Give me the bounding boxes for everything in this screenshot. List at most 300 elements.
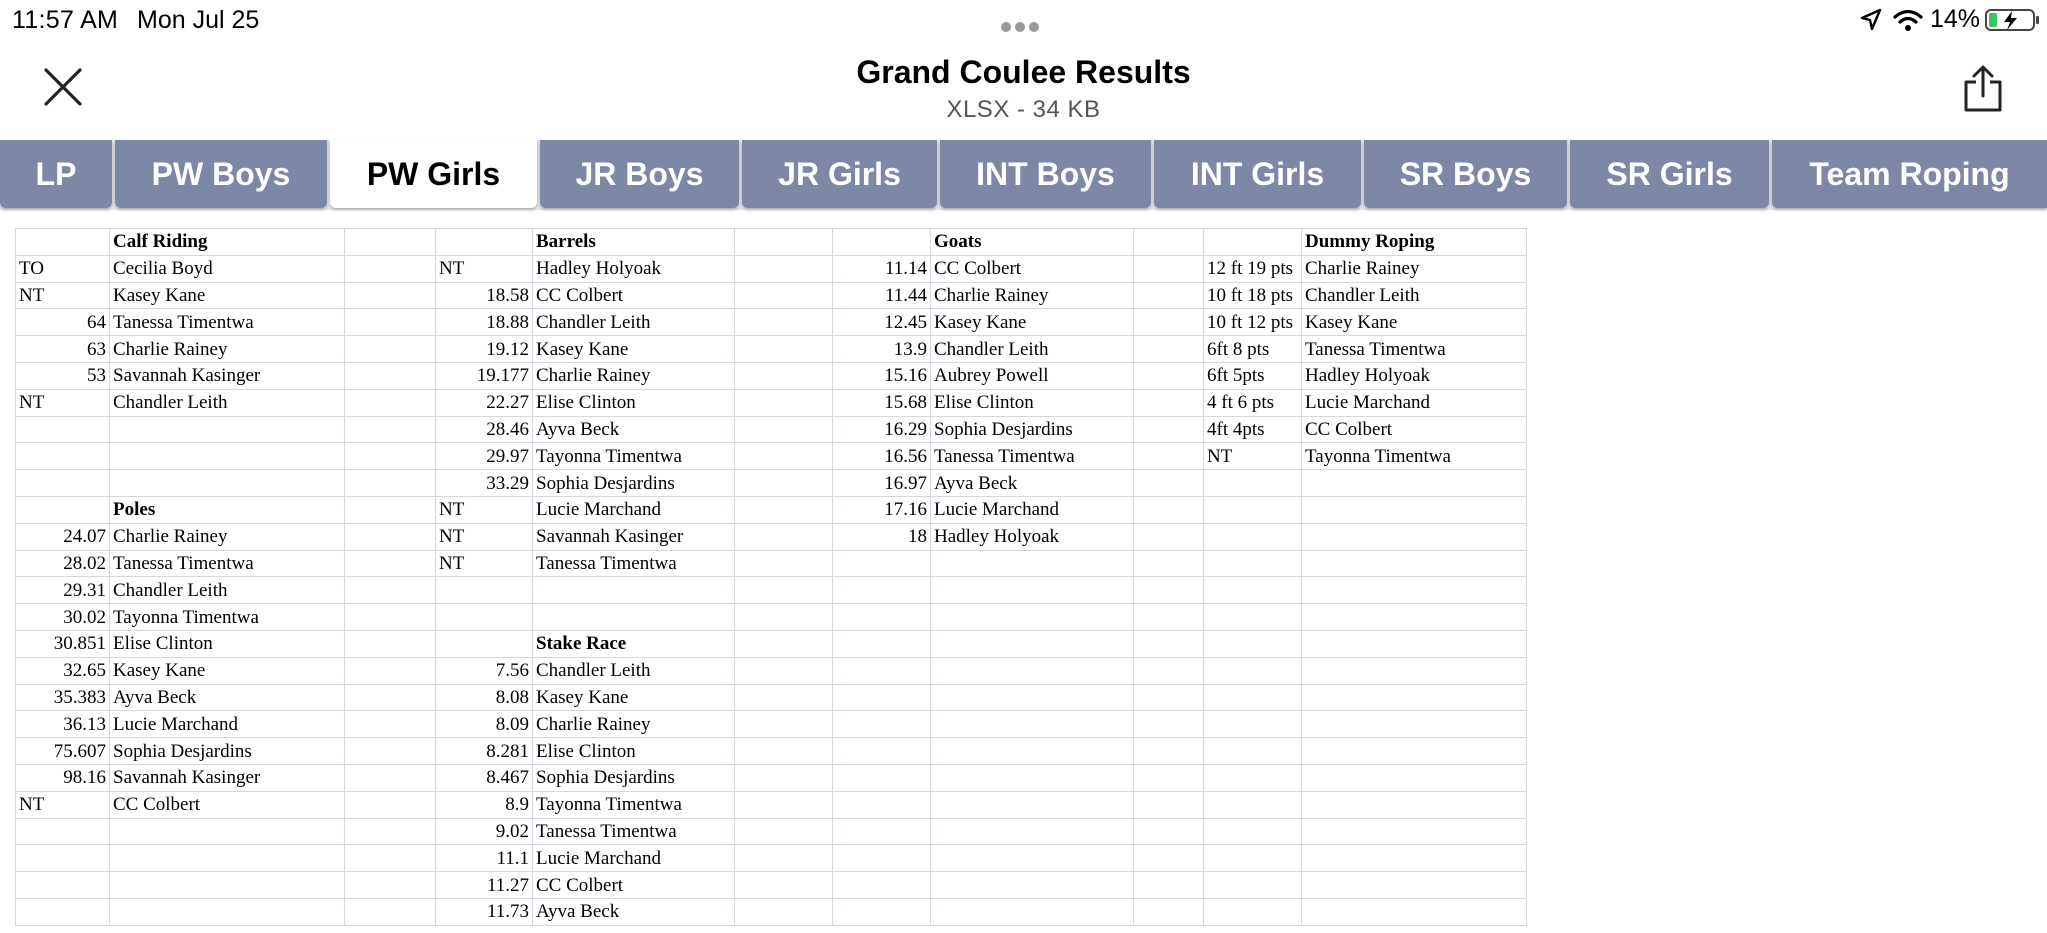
table-cell[interactable] — [1134, 229, 1204, 256]
tab-jr-boys[interactable]: JR Boys — [540, 140, 739, 208]
table-cell[interactable] — [735, 764, 833, 791]
table-cell[interactable]: Ayva Beck — [110, 684, 345, 711]
table-cell[interactable]: 16.97 — [833, 470, 931, 497]
table-cell[interactable] — [735, 738, 833, 765]
table-cell[interactable] — [931, 872, 1134, 899]
table-cell[interactable]: 8.281 — [436, 738, 533, 765]
table-cell[interactable]: Charlie Rainey — [1302, 255, 1527, 282]
table-cell[interactable] — [533, 604, 735, 631]
table-cell[interactable] — [1204, 496, 1302, 523]
table-cell[interactable] — [1302, 470, 1527, 497]
table-cell[interactable]: 13.9 — [833, 336, 931, 363]
table-cell[interactable] — [1134, 684, 1204, 711]
table-cell[interactable]: 12 ft 19 pts — [1204, 255, 1302, 282]
table-cell[interactable] — [1204, 577, 1302, 604]
table-cell[interactable] — [1302, 496, 1527, 523]
table-cell[interactable] — [931, 550, 1134, 577]
table-cell[interactable] — [1134, 443, 1204, 470]
tab-pw-girls[interactable]: PW Girls — [330, 140, 537, 208]
table-cell[interactable] — [833, 818, 931, 845]
table-cell[interactable]: NT — [16, 389, 110, 416]
table-cell[interactable]: 75.607 — [16, 738, 110, 765]
table-cell[interactable] — [345, 523, 436, 550]
table-cell[interactable] — [1204, 738, 1302, 765]
table-cell[interactable]: Tanessa Timentwa — [931, 443, 1134, 470]
table-cell[interactable]: Tayonna Timentwa — [533, 791, 735, 818]
table-cell[interactable] — [735, 389, 833, 416]
table-cell[interactable] — [833, 657, 931, 684]
tab-jr-girls[interactable]: JR Girls — [742, 140, 937, 208]
table-cell[interactable]: 28.02 — [16, 550, 110, 577]
table-cell[interactable] — [1204, 711, 1302, 738]
table-cell[interactable] — [345, 818, 436, 845]
table-cell[interactable]: 6ft 8 pts — [1204, 336, 1302, 363]
table-cell[interactable]: 15.68 — [833, 389, 931, 416]
table-cell[interactable]: CC Colbert — [931, 255, 1134, 282]
table-cell[interactable]: Chandler Leith — [110, 389, 345, 416]
table-cell[interactable] — [735, 630, 833, 657]
table-cell[interactable] — [833, 872, 931, 899]
table-cell[interactable]: Goats — [931, 229, 1134, 256]
table-cell[interactable]: Kasey Kane — [533, 684, 735, 711]
table-cell[interactable] — [833, 764, 931, 791]
table-cell[interactable]: 19.177 — [436, 362, 533, 389]
table-cell[interactable] — [110, 443, 345, 470]
table-cell[interactable]: 18.58 — [436, 282, 533, 309]
table-cell[interactable] — [735, 684, 833, 711]
table-cell[interactable]: 11.27 — [436, 872, 533, 899]
table-cell[interactable] — [110, 470, 345, 497]
table-cell[interactable] — [345, 738, 436, 765]
table-cell[interactable] — [1204, 604, 1302, 631]
table-cell[interactable] — [735, 336, 833, 363]
table-cell[interactable]: Tanessa Timentwa — [533, 550, 735, 577]
table-cell[interactable] — [345, 898, 436, 925]
table-cell[interactable] — [345, 872, 436, 899]
table-cell[interactable]: Tanessa Timentwa — [110, 309, 345, 336]
table-cell[interactable] — [1134, 818, 1204, 845]
table-cell[interactable] — [931, 577, 1134, 604]
table-cell[interactable] — [1302, 818, 1527, 845]
table-cell[interactable] — [1302, 577, 1527, 604]
table-cell[interactable]: 29.97 — [436, 443, 533, 470]
table-cell[interactable] — [345, 791, 436, 818]
table-cell[interactable] — [1134, 898, 1204, 925]
table-cell[interactable]: 22.27 — [436, 389, 533, 416]
table-cell[interactable] — [110, 416, 345, 443]
table-cell[interactable]: 15.16 — [833, 362, 931, 389]
table-cell[interactable]: Lucie Marchand — [931, 496, 1134, 523]
table-cell[interactable]: 8.08 — [436, 684, 533, 711]
table-cell[interactable] — [345, 711, 436, 738]
table-cell[interactable] — [735, 362, 833, 389]
table-cell[interactable]: Savannah Kasinger — [110, 764, 345, 791]
table-cell[interactable]: CC Colbert — [1302, 416, 1527, 443]
table-cell[interactable] — [735, 604, 833, 631]
table-cell[interactable] — [436, 229, 533, 256]
table-cell[interactable] — [1134, 604, 1204, 631]
table-cell[interactable]: 10 ft 12 pts — [1204, 309, 1302, 336]
table-cell[interactable]: Chandler Leith — [533, 309, 735, 336]
table-cell[interactable]: Sophia Desjardins — [533, 470, 735, 497]
table-cell[interactable] — [735, 577, 833, 604]
table-cell[interactable] — [345, 229, 436, 256]
table-cell[interactable]: Hadley Holyoak — [533, 255, 735, 282]
table-cell[interactable] — [1134, 282, 1204, 309]
table-cell[interactable]: 24.07 — [16, 523, 110, 550]
table-cell[interactable] — [436, 577, 533, 604]
table-cell[interactable]: Sophia Desjardins — [110, 738, 345, 765]
location-arrow-icon — [1860, 8, 1882, 32]
table-cell[interactable] — [833, 711, 931, 738]
table-cell[interactable]: 8.09 — [436, 711, 533, 738]
table-cell[interactable] — [1302, 872, 1527, 899]
table-cell[interactable]: Elise Clinton — [110, 630, 345, 657]
table-cell[interactable] — [110, 898, 345, 925]
table-cell[interactable]: Chandler Leith — [1302, 282, 1527, 309]
table-cell[interactable] — [1134, 738, 1204, 765]
table-cell[interactable]: 10 ft 18 pts — [1204, 282, 1302, 309]
table-cell[interactable]: Chandler Leith — [533, 657, 735, 684]
table-cell[interactable]: Poles — [110, 496, 345, 523]
table-cell[interactable] — [1134, 389, 1204, 416]
tab-int-girls[interactable]: INT Girls — [1154, 140, 1361, 208]
table-cell[interactable] — [931, 630, 1134, 657]
table-cell[interactable]: CC Colbert — [110, 791, 345, 818]
table-cell[interactable] — [1134, 362, 1204, 389]
table-cell[interactable] — [1302, 523, 1527, 550]
table-cell[interactable] — [735, 470, 833, 497]
table-cell[interactable]: Tanessa Timentwa — [110, 550, 345, 577]
table-cell[interactable]: 18.88 — [436, 309, 533, 336]
table-cell[interactable] — [931, 657, 1134, 684]
table-cell[interactable]: 64 — [16, 309, 110, 336]
table-cell[interactable] — [1302, 604, 1527, 631]
table-cell[interactable]: 16.56 — [833, 443, 931, 470]
table-cell[interactable]: 36.13 — [16, 711, 110, 738]
table-cell[interactable] — [931, 604, 1134, 631]
table-cell[interactable] — [833, 604, 931, 631]
table-cell[interactable]: Cecilia Boyd — [110, 255, 345, 282]
table-cell[interactable]: 30.851 — [16, 630, 110, 657]
table-cell[interactable] — [931, 845, 1134, 872]
table-cell[interactable] — [1134, 711, 1204, 738]
table-cell[interactable]: TO — [16, 255, 110, 282]
table-cell[interactable]: 19.12 — [436, 336, 533, 363]
table-cell[interactable] — [931, 684, 1134, 711]
table-cell[interactable]: 6ft 5pts — [1204, 362, 1302, 389]
table-cell[interactable]: 17.16 — [833, 496, 931, 523]
table-cell[interactable] — [1302, 550, 1527, 577]
table-cell[interactable]: 9.02 — [436, 818, 533, 845]
table-cell[interactable]: CC Colbert — [533, 282, 735, 309]
table-cell[interactable] — [833, 684, 931, 711]
table-cell[interactable] — [1134, 577, 1204, 604]
table-cell[interactable] — [1134, 791, 1204, 818]
table-cell[interactable] — [735, 255, 833, 282]
table-cell[interactable] — [1134, 523, 1204, 550]
table-cell[interactable]: 11.1 — [436, 845, 533, 872]
table-cell[interactable] — [1204, 523, 1302, 550]
table-cell[interactable]: Kasey Kane — [533, 336, 735, 363]
table-cell[interactable]: Savannah Kasinger — [533, 523, 735, 550]
table-cell[interactable] — [345, 416, 436, 443]
table-cell[interactable] — [345, 389, 436, 416]
document-subtitle: XLSX - 34 KB — [946, 96, 1101, 123]
table-cell[interactable]: 4ft 4pts — [1204, 416, 1302, 443]
table-cell[interactable]: Charlie Rainey — [110, 523, 345, 550]
table-cell[interactable]: Calf Riding — [110, 229, 345, 256]
table-cell[interactable] — [16, 416, 110, 443]
table-cell[interactable] — [735, 550, 833, 577]
table-cell[interactable]: Kasey Kane — [1302, 309, 1527, 336]
table-cell[interactable] — [931, 738, 1134, 765]
table-cell[interactable] — [16, 818, 110, 845]
tab-pw-boys[interactable]: PW Boys — [115, 140, 327, 208]
table-cell[interactable]: Lucie Marchand — [1302, 389, 1527, 416]
table-cell[interactable]: Lucie Marchand — [533, 496, 735, 523]
table-cell[interactable] — [345, 470, 436, 497]
table-cell[interactable]: 12.45 — [833, 309, 931, 336]
table-cell[interactable] — [345, 604, 436, 631]
table-cell[interactable] — [16, 872, 110, 899]
table-cell[interactable] — [1204, 229, 1302, 256]
table-cell[interactable]: Sophia Desjardins — [533, 764, 735, 791]
table-cell[interactable]: 98.16 — [16, 764, 110, 791]
table-cell[interactable]: Aubrey Powell — [931, 362, 1134, 389]
table-cell[interactable]: Hadley Holyoak — [931, 523, 1134, 550]
table-cell[interactable]: NT — [436, 550, 533, 577]
table-cell[interactable]: NT — [436, 523, 533, 550]
table-cell[interactable] — [345, 550, 436, 577]
table-cell[interactable]: Ayva Beck — [931, 470, 1134, 497]
table-cell[interactable] — [1204, 872, 1302, 899]
table-cell[interactable]: 11.14 — [833, 255, 931, 282]
table-cell[interactable]: Tayonna Timentwa — [1302, 443, 1527, 470]
table-cell[interactable] — [1204, 791, 1302, 818]
table-cell[interactable]: 63 — [16, 336, 110, 363]
table-cell[interactable]: Kasey Kane — [931, 309, 1134, 336]
table-cell[interactable]: Elise Clinton — [533, 738, 735, 765]
table-cell[interactable]: NT — [16, 791, 110, 818]
table-cell[interactable]: 30.02 — [16, 604, 110, 631]
table-cell[interactable] — [833, 898, 931, 925]
table-cell[interactable] — [110, 872, 345, 899]
table-cell[interactable] — [16, 845, 110, 872]
table-cell[interactable] — [833, 845, 931, 872]
table-cell[interactable] — [1134, 764, 1204, 791]
table-cell[interactable]: NT — [16, 282, 110, 309]
table-cell[interactable] — [1134, 872, 1204, 899]
table-cell[interactable] — [931, 898, 1134, 925]
table-cell[interactable] — [735, 898, 833, 925]
table-cell[interactable] — [345, 443, 436, 470]
table-cell[interactable] — [345, 496, 436, 523]
table-cell[interactable]: Lucie Marchand — [533, 845, 735, 872]
table-cell[interactable] — [735, 309, 833, 336]
table-cell[interactable] — [345, 255, 436, 282]
table-cell[interactable]: Barrels — [533, 229, 735, 256]
table-cell[interactable] — [436, 604, 533, 631]
table-cell[interactable] — [1204, 630, 1302, 657]
table-cell[interactable] — [1302, 845, 1527, 872]
table-cell[interactable] — [1204, 845, 1302, 872]
table-cell[interactable] — [345, 336, 436, 363]
table-cell[interactable]: 29.31 — [16, 577, 110, 604]
table-cell[interactable] — [16, 898, 110, 925]
table-cell[interactable] — [833, 550, 931, 577]
table-cell[interactable]: Elise Clinton — [931, 389, 1134, 416]
table-cell[interactable]: 8.467 — [436, 764, 533, 791]
table-cell[interactable]: Charlie Rainey — [533, 711, 735, 738]
table-cell[interactable] — [1134, 550, 1204, 577]
table-cell[interactable]: Ayva Beck — [533, 416, 735, 443]
table-cell[interactable]: Kasey Kane — [110, 282, 345, 309]
table-cell[interactable]: Lucie Marchand — [110, 711, 345, 738]
table-cell[interactable] — [1134, 657, 1204, 684]
table-cell[interactable] — [110, 818, 345, 845]
tab-sr-boys[interactable]: SR Boys — [1364, 140, 1567, 208]
table-cell[interactable] — [1302, 711, 1527, 738]
table-cell[interactable] — [735, 711, 833, 738]
table-cell[interactable] — [1204, 764, 1302, 791]
table-cell[interactable] — [735, 443, 833, 470]
table-cell[interactable] — [931, 764, 1134, 791]
table-cell[interactable] — [1134, 336, 1204, 363]
table-cell[interactable] — [833, 229, 931, 256]
table-cell[interactable] — [1134, 470, 1204, 497]
table-cell[interactable]: CC Colbert — [533, 872, 735, 899]
table-cell[interactable]: Tayonna Timentwa — [110, 604, 345, 631]
table-cell[interactable] — [1302, 630, 1527, 657]
table-cell[interactable] — [1204, 550, 1302, 577]
table-cell[interactable]: NT — [1204, 443, 1302, 470]
table-cell[interactable]: 18 — [833, 523, 931, 550]
table-cell[interactable] — [345, 362, 436, 389]
table-cell[interactable]: Dummy Roping — [1302, 229, 1527, 256]
multitasking-dots-icon[interactable] — [1001, 19, 1047, 31]
table-cell[interactable]: Charlie Rainey — [931, 282, 1134, 309]
table-cell[interactable] — [345, 630, 436, 657]
table-cell[interactable] — [1204, 657, 1302, 684]
table-cell[interactable] — [345, 657, 436, 684]
table-cell[interactable] — [735, 845, 833, 872]
table-cell[interactable] — [1134, 496, 1204, 523]
table-cell[interactable]: Tanessa Timentwa — [1302, 336, 1527, 363]
table-cell[interactable]: 28.46 — [436, 416, 533, 443]
table-cell[interactable] — [931, 711, 1134, 738]
table-cell[interactable] — [345, 845, 436, 872]
table-cell[interactable] — [735, 818, 833, 845]
table-cell[interactable]: Stake Race — [533, 630, 735, 657]
table-cell[interactable] — [533, 577, 735, 604]
table-cell[interactable] — [345, 684, 436, 711]
table-cell[interactable]: Sophia Desjardins — [931, 416, 1134, 443]
table-cell[interactable] — [345, 577, 436, 604]
table-cell[interactable]: Savannah Kasinger — [110, 362, 345, 389]
table-cell[interactable] — [16, 496, 110, 523]
table-cell[interactable]: Chandler Leith — [110, 577, 345, 604]
table-cell[interactable]: Chandler Leith — [931, 336, 1134, 363]
tab-int-boys[interactable]: INT Boys — [940, 140, 1151, 208]
table-cell[interactable] — [735, 229, 833, 256]
table-cell[interactable] — [1204, 898, 1302, 925]
table-cell[interactable] — [833, 630, 931, 657]
table-cell[interactable] — [833, 738, 931, 765]
table-cell[interactable] — [833, 791, 931, 818]
table-cell[interactable] — [1302, 684, 1527, 711]
table-cell[interactable] — [1134, 416, 1204, 443]
table-cell[interactable]: 32.65 — [16, 657, 110, 684]
table-cell[interactable]: 8.9 — [436, 791, 533, 818]
table-cell[interactable] — [1302, 791, 1527, 818]
share-icon[interactable] — [1962, 64, 2004, 114]
table-cell[interactable] — [1134, 845, 1204, 872]
table-cell[interactable] — [735, 282, 833, 309]
table-cell[interactable] — [1204, 470, 1302, 497]
table-cell[interactable] — [1302, 657, 1527, 684]
table-cell[interactable]: Elise Clinton — [533, 389, 735, 416]
table-cell[interactable] — [110, 845, 345, 872]
table-cell[interactable] — [1302, 898, 1527, 925]
table-cell[interactable]: Kasey Kane — [110, 657, 345, 684]
table-cell[interactable]: 11.44 — [833, 282, 931, 309]
table-cell[interactable] — [735, 791, 833, 818]
table-cell[interactable]: Tayonna Timentwa — [533, 443, 735, 470]
table-cell[interactable] — [1302, 738, 1527, 765]
table-cell[interactable] — [931, 818, 1134, 845]
table-cell[interactable]: 11.73 — [436, 898, 533, 925]
table-cell[interactable] — [1302, 764, 1527, 791]
table-cell[interactable]: NT — [436, 255, 533, 282]
table-cell[interactable]: 16.29 — [833, 416, 931, 443]
table-cell[interactable] — [436, 630, 533, 657]
tab-sr-girls[interactable]: SR Girls — [1570, 140, 1769, 208]
table-cell[interactable] — [1134, 255, 1204, 282]
table-cell[interactable]: 53 — [16, 362, 110, 389]
table-cell[interactable] — [345, 764, 436, 791]
table-cell[interactable]: Hadley Holyoak — [1302, 362, 1527, 389]
table-cell[interactable] — [345, 309, 436, 336]
table-cell[interactable] — [1134, 309, 1204, 336]
table-cell[interactable]: 7.56 — [436, 657, 533, 684]
table-cell[interactable]: 4 ft 6 pts — [1204, 389, 1302, 416]
table-cell[interactable] — [735, 416, 833, 443]
table-cell[interactable] — [1134, 630, 1204, 657]
table-cell[interactable]: 33.29 — [436, 470, 533, 497]
table-cell[interactable] — [1204, 684, 1302, 711]
table-cell[interactable]: Charlie Rainey — [533, 362, 735, 389]
table-cell[interactable] — [735, 496, 833, 523]
table-cell[interactable] — [735, 523, 833, 550]
table-cell[interactable] — [735, 872, 833, 899]
tab-lp[interactable]: LP — [0, 140, 112, 208]
table-cell[interactable] — [16, 470, 110, 497]
table-cell[interactable] — [833, 577, 931, 604]
table-cell[interactable]: Charlie Rainey — [110, 336, 345, 363]
tab-team-roping[interactable]: Team Roping — [1772, 140, 2047, 208]
table-cell[interactable] — [345, 282, 436, 309]
table-cell[interactable] — [16, 443, 110, 470]
table-cell[interactable]: Ayva Beck — [533, 898, 735, 925]
table-cell[interactable] — [16, 229, 110, 256]
table-cell[interactable] — [735, 657, 833, 684]
table-cell[interactable]: Tanessa Timentwa — [533, 818, 735, 845]
table-cell[interactable] — [1204, 818, 1302, 845]
table-cell[interactable]: 35.383 — [16, 684, 110, 711]
table-cell[interactable]: NT — [436, 496, 533, 523]
table-cell[interactable] — [931, 791, 1134, 818]
